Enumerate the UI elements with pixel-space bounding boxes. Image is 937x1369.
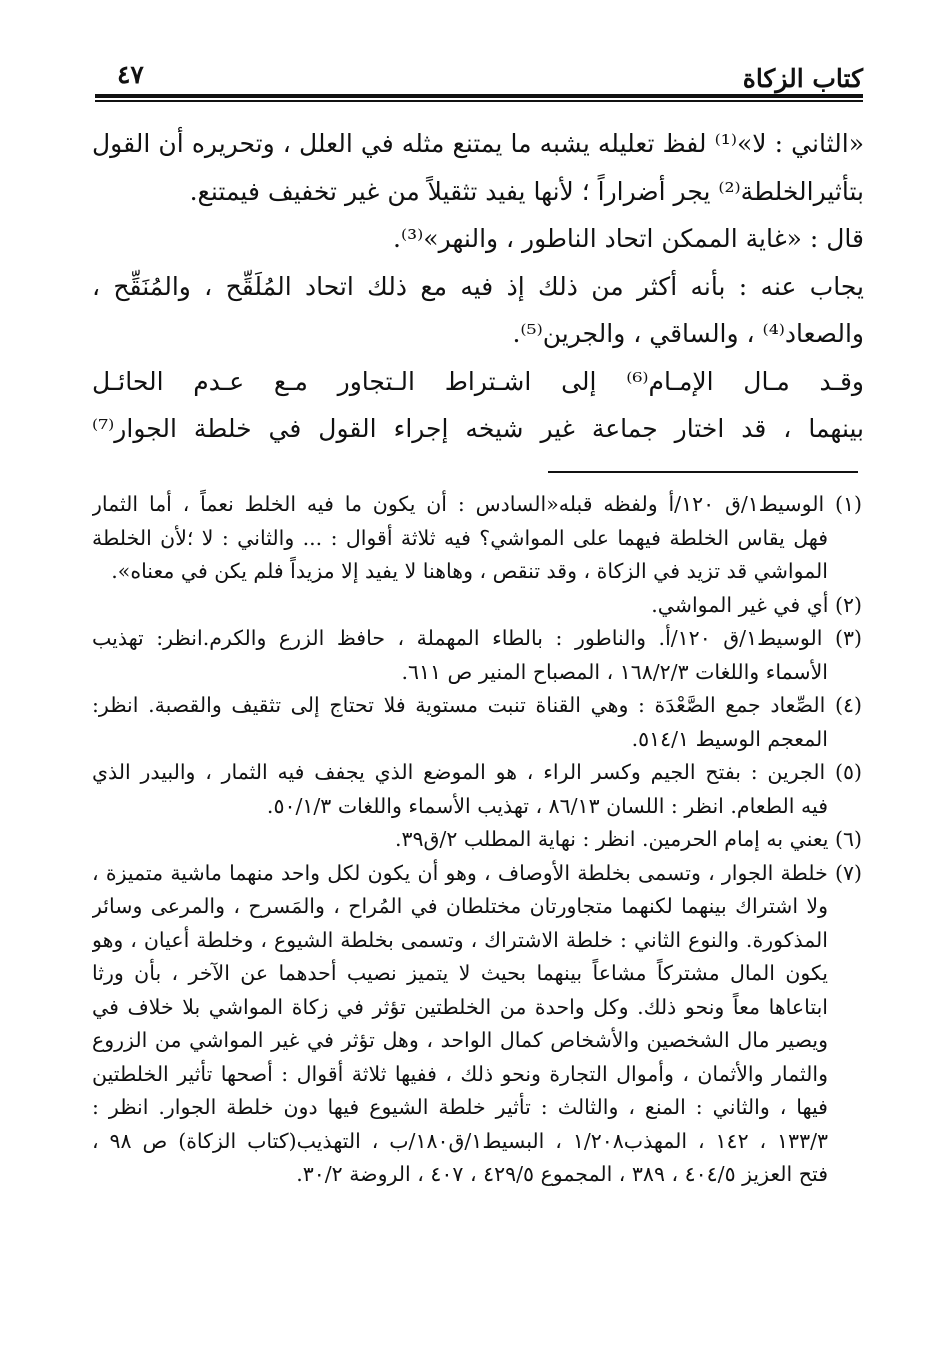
footnote-line: (٤) الصِّعاد جمع الصَّعْدَة : وهي القناة تنبت مستوية فلا تحتاج إلى تثقيف والقصبة. انظر: bbox=[92, 693, 862, 717]
footnote-line: المواشي قد تزيد في الزكاة ، وقد تنقص ، وهاهنا لا يفيد إلا مزيداً فلم يكن في معناه». bbox=[111, 559, 828, 583]
footnote-line: يكون المال مشتركاً مشاعاً بينهما بحيث لا يتميز نصيب أحدهما عن الآخر ، بأن ورثا bbox=[92, 961, 828, 985]
footnote-line: (٧) خلطة الجوار ، وتسمى بخلطة الأوصاف ، وهو أن يكون لكل واحد منهما ماشية متميزة ، bbox=[92, 860, 862, 885]
page-number: ٤٧ bbox=[117, 60, 144, 89]
main-text bbox=[92, 120, 864, 453]
footnote-line: (١) الوسيط١/ق ١٢٠/أ ولفظه قبله«السادس : أن يكون ما فيه الخلط نعماً ، أما الثمار bbox=[92, 492, 862, 516]
footnote-line: ويصير مال الشخصين والأشخاص كمال الواحد ، وهل تؤثر في غير المواشي من الزروع bbox=[92, 1028, 828, 1052]
footnote-line: (٥) الجرين : بفتح الجيم وكسر الراء ، هو الموضع الذي يجفف فيه الثمار ، والبيدر الذي bbox=[92, 760, 862, 784]
footnotes bbox=[92, 488, 862, 1192]
footnote-line: والثمار والأثمان ، وأموال التجارة ونحو ذلك ، ففيها ثلاثة أقوال : أصحها تأثير الخلطتين bbox=[92, 1061, 828, 1086]
body-line: يجاب عنه : بأنه أكثر من ذلك إذ فيه مع ذلك اتحاد المُلَقِّح ، والمُنَقِّح ، bbox=[92, 271, 864, 301]
footnote-line: (٢) أي في غير المواشي. bbox=[651, 592, 862, 617]
footnote-separator bbox=[548, 471, 858, 473]
footnote-line: الأسماء واللغات ١٦٨/٢/٣ ، المصباح المنير ص ٦١١. bbox=[401, 659, 828, 684]
footnote-line: المذكورة. والنوع الثاني : خلطة الاشتراك ، وتسمى بخلطة الشيوع ، وخلطة أعيان ، وهو bbox=[92, 927, 828, 952]
footnote-line: ابتاعاها معاً ونحو ذلك. وكل واحدة من الخلطتين تؤثر في زكاة المواشي بلا خلاف في bbox=[92, 994, 828, 1019]
body-line: بتأثيرالخلطة⁽²⁾ يجر أضراراً ؛ لأنها يفيد تثقيلاً من غير تخفيف فيمتنع. bbox=[189, 176, 864, 206]
running-title: كتاب الزكاة bbox=[742, 64, 863, 93]
footnote-line: ولا اشتراك بينهما لكنهما متجاورتان مختلطان في المُراح ، والمَسرح ، والمرعى وسائر bbox=[92, 894, 828, 918]
footnote-line: فيه الطعام. انظر : اللسان ٨٦/١٣ ، تهذيب الأسماء واللغات ٥٠/١/٣. bbox=[266, 793, 828, 818]
body-line: وقـد مـال الإمـام⁽⁶⁾ إلى اشـتراط الـتجاور مـع عـدم الحائـل bbox=[92, 366, 864, 396]
body-line: «الثاني : لا»⁽¹⁾ لفظ تعليله يشبه ما يمتنع مثله في العلل ، وتحريره أن القول bbox=[92, 129, 864, 158]
page-header bbox=[95, 58, 863, 100]
footnote-line: (٦) يعني به إمام الحرمين. انظر : نهاية المطلب ٢/ق٣٩. bbox=[394, 827, 862, 851]
header-rule bbox=[95, 94, 863, 98]
body-line: قال : «غاية الممكن اتحاد الناطور ، والنهر»⁽³⁾. bbox=[393, 224, 864, 253]
footnote-line: فهل يقاس الخلطة فيهما على المواشي؟ فيه ثلاثة أقوال : ... والثاني : لا ؛لأن الخلطة bbox=[92, 525, 828, 550]
body-line: بينهما ، قد اختار جماعة غير شيخه إجراء القول في خلطة الجوار⁽⁷⁾ bbox=[92, 414, 864, 443]
footnote-line: فتح العزيز ٤٠٤/٥ ، ٣٨٩ ، المجموع ٤٢٩/٥ ، ٤٠٧ ، الروضة ٣٠/٢. bbox=[296, 1162, 828, 1186]
footnote-line: (٣) الوسيط١/ق ١٢٠/أ. والناطور : بالطاء المهملة ، حافظ الزرع والكرم.انظر: تهذيب bbox=[92, 626, 862, 650]
body-line: والصعاد⁽⁴⁾ ، والساقي ، والجرين⁽⁵⁾. bbox=[512, 319, 864, 348]
footnote-line: المعجم الوسيط ٥١٤/١. bbox=[631, 726, 828, 751]
footnote-line: فيها ، والثاني : المنع ، والثالث : تأثير خلطة الشيوع فيها دون خلطة الجوار. انظر : bbox=[92, 1095, 828, 1119]
header-rule-thin bbox=[95, 100, 863, 102]
footnote-line: ١٣٣/٣ ، ١٤٢ ، المهذب١/٢٠٨ ، البسيط١/ق١٨٠/ب ، التهذيب(كتاب الزكاة) ص ٩٨ ، bbox=[92, 1128, 828, 1153]
